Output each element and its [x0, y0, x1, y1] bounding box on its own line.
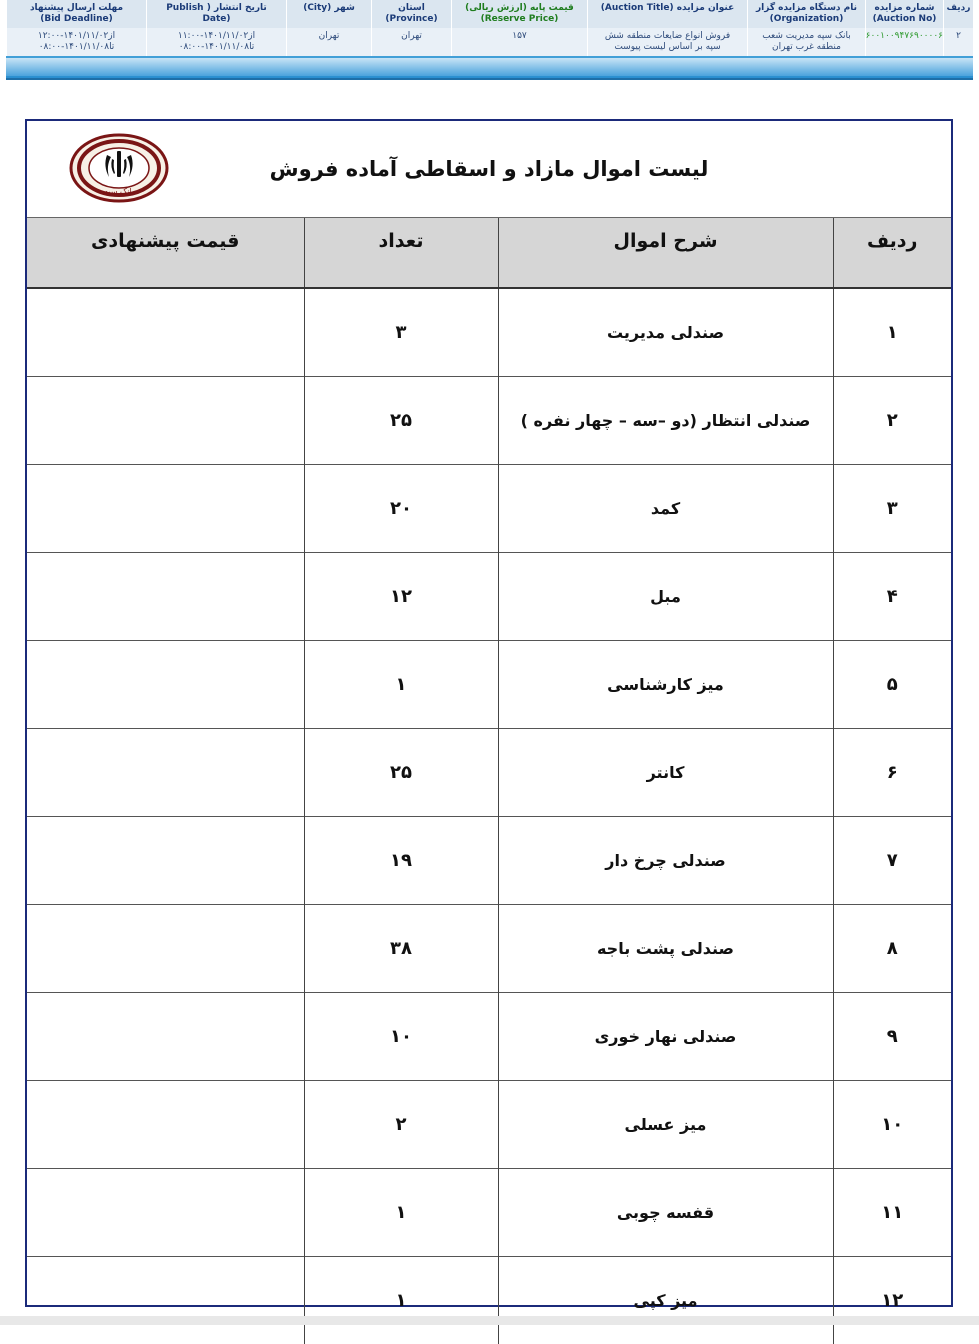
- header-city: شهر (City): [286, 0, 371, 28]
- cell-row-number: ۸: [833, 905, 951, 993]
- cell-auction-title[interactable]: فروش انواع ضایعات منطقه شش سپه بر اساس لیست پیوست: [587, 28, 747, 56]
- header-auction-no: شماره مزایده (Auction No): [865, 0, 943, 28]
- document-title-row: [27, 121, 951, 218]
- bottom-bar: [0, 1316, 979, 1325]
- cell-offer[interactable]: [27, 729, 304, 817]
- cell-offer[interactable]: [27, 1081, 304, 1169]
- announcement-strip: [6, 0, 973, 80]
- cell-quantity: ۳۸: [304, 905, 498, 993]
- cell-offer[interactable]: [27, 817, 304, 905]
- cell-offer[interactable]: [27, 377, 304, 465]
- cell-bid-deadline: از۱۴۰۱/۱۱/۰۲-۱۲:۰۰ تا۱۴۰۱/۱۱/۰۸-۰۸:۰۰: [6, 28, 146, 56]
- column-header-row: ردیف: [833, 218, 951, 288]
- cell-quantity: ۲۰: [304, 465, 498, 553]
- column-header-offer: قیمت پیشنهادی: [27, 218, 304, 288]
- cell-row-number: ۷: [833, 817, 951, 905]
- column-header-description: شرح اموال: [498, 218, 833, 288]
- table-row: [27, 729, 951, 817]
- cell-row-number: ۲: [833, 377, 951, 465]
- cell-description: کمد: [498, 465, 833, 553]
- column-header-quantity: تعداد: [304, 218, 498, 288]
- cell-index: ۲: [943, 28, 973, 56]
- cell-offer[interactable]: [27, 553, 304, 641]
- cell-row-number: ۱۱: [833, 1169, 951, 1257]
- cell-province: تهران: [371, 28, 451, 56]
- cell-offer[interactable]: [27, 465, 304, 553]
- cell-quantity: ۱۲: [304, 553, 498, 641]
- cell-quantity: ۳: [304, 288, 498, 377]
- announcement-strip-bar: [6, 58, 973, 76]
- cell-offer[interactable]: [27, 288, 304, 377]
- asset-table-header: [27, 218, 951, 288]
- cell-publish-date: از۱۴۰۱/۱۱/۰۲-۱۱:۰۰ تا۱۴۰۱/۱۱/۰۸-۰۸:۰۰: [146, 28, 286, 56]
- table-row: [27, 288, 951, 377]
- cell-description: میز کپی: [498, 1257, 833, 1344]
- table-row: [27, 377, 951, 465]
- table-row: [27, 465, 951, 553]
- cell-description: صندلی چرخ دار: [498, 817, 833, 905]
- cell-quantity: ۱: [304, 1169, 498, 1257]
- cell-quantity: ۱: [304, 1257, 498, 1344]
- cell-quantity: ۱۰: [304, 993, 498, 1081]
- cell-offer[interactable]: [27, 1169, 304, 1257]
- header-index: ردیف: [943, 0, 973, 28]
- announcement-data-row: [6, 28, 973, 56]
- announcement-header-row: [6, 0, 973, 28]
- header-bid-deadline: مهلت ارسال پیشنهاد (Bid Deadline): [6, 0, 146, 28]
- header-auction-title: عنوان مزایده (Auction Title): [587, 0, 747, 28]
- table-row: [27, 1081, 951, 1169]
- table-row: [27, 905, 951, 993]
- cell-description: صندلی نهار خوری: [498, 993, 833, 1081]
- cell-auction-no[interactable]: ۶۰۰۱۰۰۹۴۷۶۹۰۰۰۰۶: [865, 28, 943, 56]
- cell-quantity: ۱: [304, 641, 498, 729]
- table-row: [27, 1257, 951, 1344]
- cell-offer[interactable]: [27, 905, 304, 993]
- cell-row-number: ۱۰: [833, 1081, 951, 1169]
- cell-quantity: ۱۹: [304, 817, 498, 905]
- document-title: لیست اموال مازاد و اسقاطی آماده فروش: [270, 157, 709, 181]
- cell-description: کانتر: [498, 729, 833, 817]
- cell-offer[interactable]: [27, 993, 304, 1081]
- cell-quantity: ۲: [304, 1081, 498, 1169]
- cell-row-number: ۴: [833, 553, 951, 641]
- announcement-table: [6, 0, 973, 62]
- cell-city: تهران: [286, 28, 371, 56]
- asset-table-body: [27, 288, 951, 1344]
- cell-description: صندلی انتظار (دو –سه – چهار نفره ): [498, 377, 833, 465]
- cell-description: میز کارشناسی: [498, 641, 833, 729]
- cell-row-number: ۹: [833, 993, 951, 1081]
- cell-offer[interactable]: [27, 641, 304, 729]
- table-row: [27, 553, 951, 641]
- header-publish-date: تاریخ انتشار ( Publish (Date: [146, 0, 286, 28]
- header-organization: نام دستگاه مزایده گزار (Organization): [747, 0, 865, 28]
- cell-row-number: ۱۲: [833, 1257, 951, 1344]
- cell-reserve-price: ۱۵۷: [451, 28, 587, 56]
- cell-organization: بانک سپه مدیریت شعب منطقه غرب تهران: [747, 28, 865, 56]
- asset-list-document: [25, 119, 953, 1307]
- table-row: [27, 993, 951, 1081]
- table-row: [27, 817, 951, 905]
- table-row: [27, 1169, 951, 1257]
- cell-row-number: ۱: [833, 288, 951, 377]
- bank-sepah-logo-icon: [69, 133, 169, 203]
- table-row: [27, 641, 951, 729]
- cell-row-number: ۳: [833, 465, 951, 553]
- cell-quantity: ۲۵: [304, 377, 498, 465]
- cell-description: مبل: [498, 553, 833, 641]
- cell-quantity: ۲۵: [304, 729, 498, 817]
- logo-text: بانک سپه: [104, 187, 134, 196]
- cell-description: صندلی مدیریت: [498, 288, 833, 377]
- cell-description: قفسه چوبی: [498, 1169, 833, 1257]
- header-province: استان (Province): [371, 0, 451, 28]
- cell-offer[interactable]: [27, 1257, 304, 1344]
- header-reserve-price: قیمت پایه (ارزش ریالی) (Reserve Price): [451, 0, 587, 28]
- cell-description: صندلی پشت باجه: [498, 905, 833, 993]
- cell-row-number: ۵: [833, 641, 951, 729]
- asset-table: [27, 218, 951, 1344]
- cell-row-number: ۶: [833, 729, 951, 817]
- cell-description: میز عسلی: [498, 1081, 833, 1169]
